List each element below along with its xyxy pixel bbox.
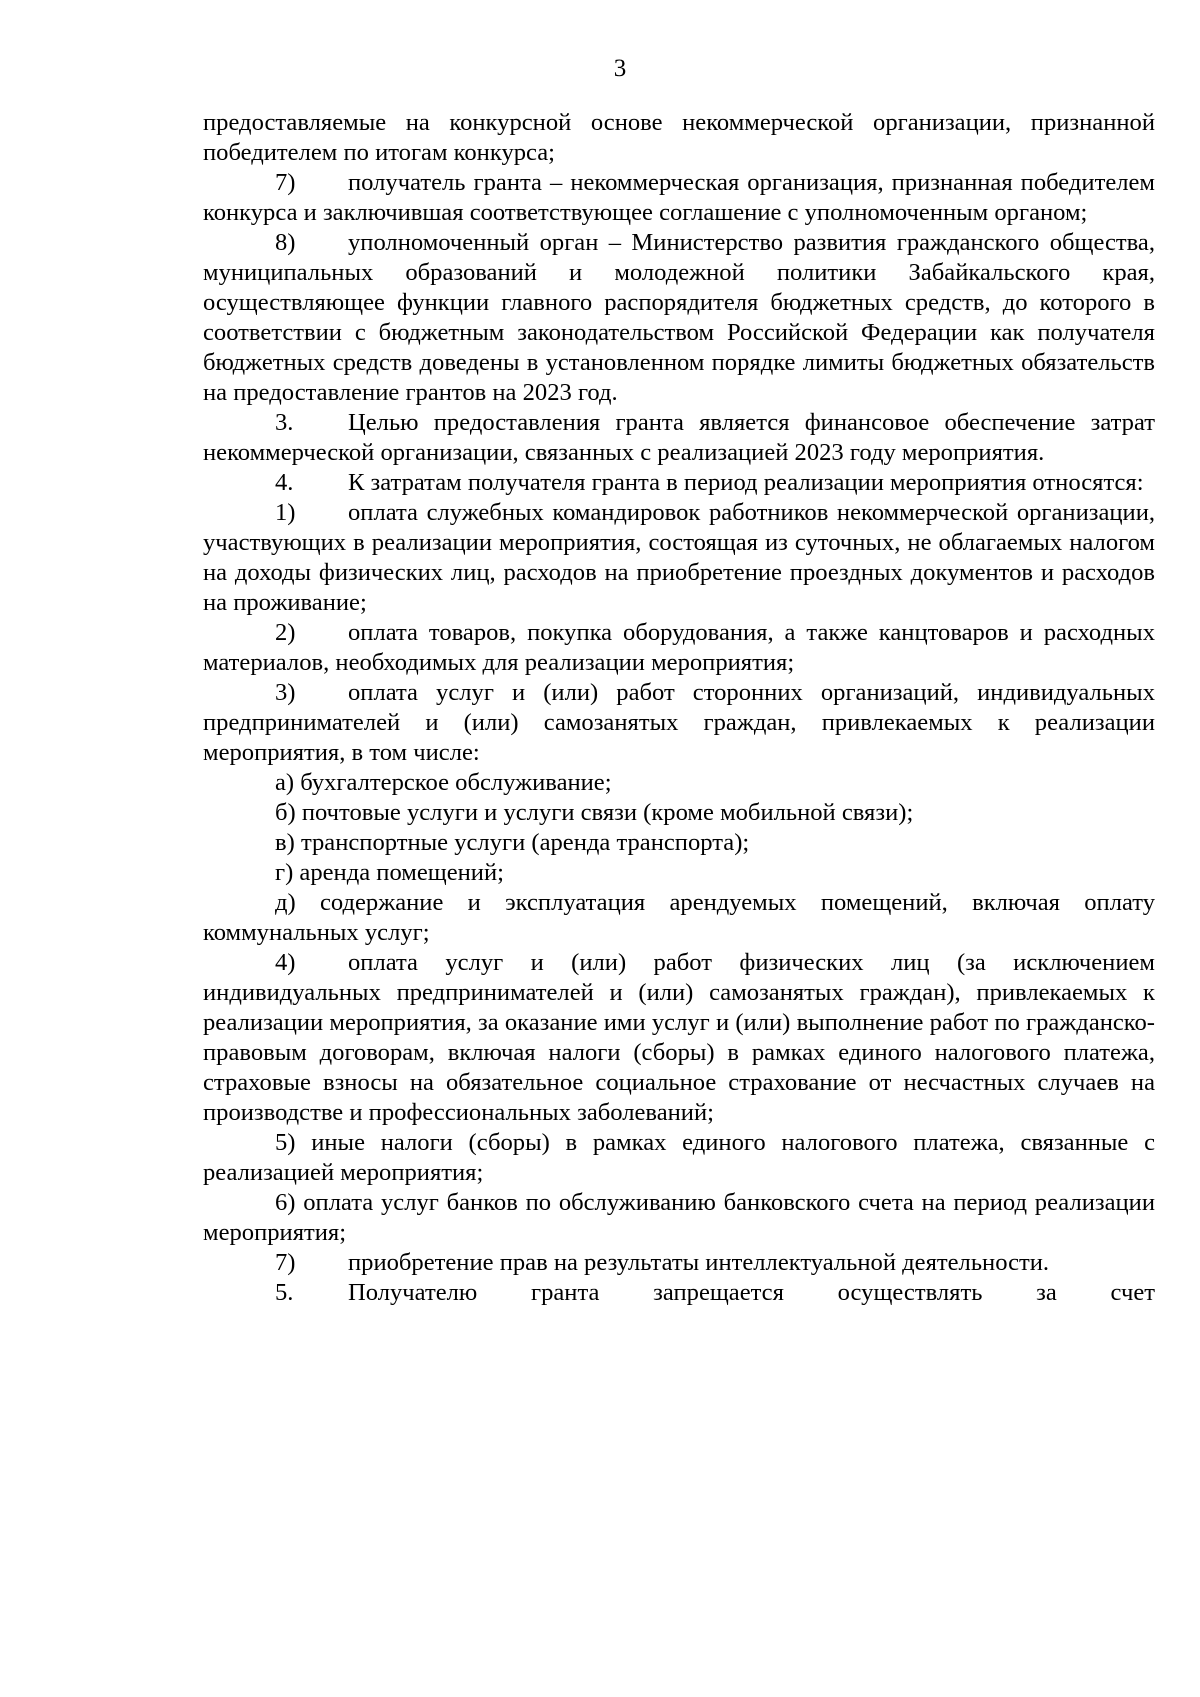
paragraph bbox=[203, 1248, 1155, 1278]
paragraph-text: уполномоченный орган – Министерство развития гражданского общества, муниципальных образований и молодежной политики Забайкальского края, осуществляющее функции главного распорядителя бюджетных средств, до которого в соответствии с бюджетным законодательством Российской Федерации как получателя бюджетных средств доведены в установленном порядке лимиты бюджетных обязательств на предоставление грантов на 2023 год. bbox=[203, 229, 1155, 406]
paragraph-text: д) содержание и эксплуатация арендуемых помещений, включая оплату коммунальных услуг; bbox=[203, 889, 1155, 946]
paragraph bbox=[203, 768, 1155, 798]
paragraph bbox=[203, 618, 1155, 678]
paragraph-text: в) транспортные услуги (аренда транспорта); bbox=[275, 829, 750, 856]
document-body bbox=[203, 108, 1155, 1308]
paragraph bbox=[203, 168, 1155, 228]
paragraph-text: б) почтовые услуги и услуги связи (кроме мобильной связи); bbox=[275, 799, 914, 826]
paragraph-text: получатель гранта – некоммерческая организация, признанная победителем конкурса и заключившая соответствующее соглашение с уполномоченным органом; bbox=[203, 169, 1155, 226]
paragraph bbox=[203, 108, 1155, 168]
paragraph bbox=[203, 498, 1155, 618]
paragraph-number: 8) bbox=[275, 229, 296, 256]
paragraph-number: 4) bbox=[275, 949, 296, 976]
paragraph bbox=[203, 678, 1155, 768]
paragraph-number: 7) bbox=[275, 169, 296, 196]
paragraph-text: Получателю гранта запрещается осуществлять за счет bbox=[348, 1279, 1155, 1306]
paragraph-text: оплата услуг и (или) работ сторонних организаций, индивидуальных предпринимателей и (или) самозанятых граждан, привлекаемых к реализации мероприятия, в том числе: bbox=[203, 679, 1155, 766]
paragraph-text: К затратам получателя гранта в период реализации мероприятия относятся: bbox=[348, 469, 1144, 496]
page-number: 3 bbox=[613, 55, 627, 82]
paragraph-text: 5) иные налоги (сборы) в рамках единого налогового платежа, связанные с реализацией мероприятия; bbox=[203, 1129, 1155, 1186]
paragraph-text: Целью предоставления гранта является финансовое обеспечение затрат некоммерческой организации, связанных с реализацией 2023 году мероприятия. bbox=[203, 409, 1155, 466]
paragraph-text: оплата служебных командировок работников некоммерческой организации, участвующих в реализации мероприятия, состоящая из суточных, не облагаемых налогом на доходы физических лиц, расходов на приобретение проездных документов и расходов на проживание; bbox=[203, 499, 1155, 616]
paragraph-number: 1) bbox=[275, 499, 296, 526]
paragraph bbox=[203, 828, 1155, 858]
paragraph bbox=[203, 1278, 1155, 1308]
paragraph-number: 2) bbox=[275, 619, 296, 646]
paragraph-text: 6) оплата услуг банков по обслуживанию банковского счета на период реализации мероприятия; bbox=[203, 1189, 1155, 1246]
paragraph bbox=[203, 1128, 1155, 1188]
paragraph bbox=[203, 468, 1155, 498]
paragraph-number: 3. bbox=[275, 409, 294, 436]
paragraph bbox=[203, 948, 1155, 1128]
paragraph-number: 4. bbox=[275, 469, 294, 496]
paragraph bbox=[203, 888, 1155, 948]
paragraph-number: 5. bbox=[275, 1279, 294, 1306]
paragraph-text: оплата товаров, покупка оборудования, а также канцтоваров и расходных материалов, необходимых для реализации мероприятия; bbox=[203, 619, 1155, 676]
paragraph-text: а) бухгалтерское обслуживание; bbox=[275, 769, 612, 796]
paragraph-text: оплата услуг и (или) работ физических лиц (за исключением индивидуальных предпринимателей и (или) самозанятых граждан), привлекаемых к реализации мероприятия, за оказание ими услуг и (или) выполнение работ по гражданско-правовым договорам, включая налоги (сборы) в рамках единого налогового платежа, страховые взносы на обязательное социальное страхование от несчастных случаев на производстве и профессиональных заболеваний; bbox=[203, 949, 1155, 1126]
paragraph-text: г) аренда помещений; bbox=[275, 859, 504, 886]
paragraph bbox=[203, 858, 1155, 888]
paragraph bbox=[203, 228, 1155, 408]
paragraph-text: приобретение прав на результаты интеллектуальной деятельности. bbox=[348, 1249, 1050, 1276]
paragraph bbox=[203, 408, 1155, 468]
paragraph-text: предоставляемые на конкурсной основе некоммерческой организации, признанной победителем по итогам конкурса; bbox=[203, 109, 1155, 166]
paragraph bbox=[203, 1188, 1155, 1248]
paragraph-number: 7) bbox=[275, 1249, 296, 1276]
paragraph bbox=[203, 798, 1155, 828]
paragraph-number: 3) bbox=[275, 679, 296, 706]
